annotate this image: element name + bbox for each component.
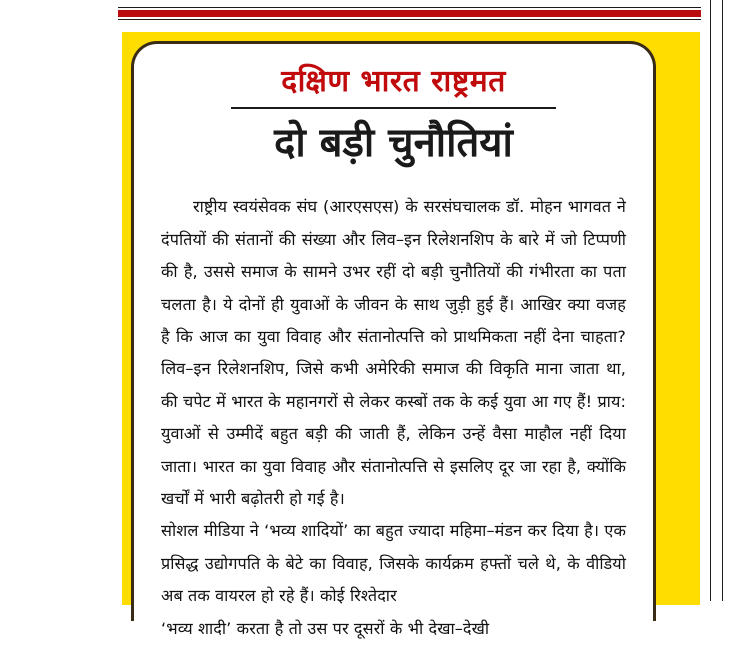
article-body (161, 191, 626, 638)
article-headline: दो बड़ी चुनौतियां (274, 119, 513, 166)
article-body-clipped-line: ‘भव्य शादी’ करता है तो उस पर दूसरों के भी देखा–देखी (161, 618, 490, 638)
top-red-band (118, 10, 701, 17)
top-hairline-upper (118, 7, 701, 8)
masthead-divider (231, 107, 556, 109)
top-red-bar (118, 7, 701, 20)
top-hairline-lower (118, 19, 701, 20)
masthead-title: दक्षिण भारत राष्ट्रमत (281, 64, 506, 99)
article-body-paragraph-1: राष्ट्रीय स्वयंसेवक संघ (आरएसएस) के सरसंघचालक डॉ. मोहन भागवत ने दंपतियों की संतानों की संख्या और लिव–इन रिलेशनशिप के बारे में जो टिप्पणी की है, उससे समाज के सामने उभर रहीं दो बड़ी चुनौतियों की गंभीरता का पता चलता है। ये दोनों ही युवाओं के जीवन के साथ जुड़ी हुई हैं। आखिर क्या वजह है कि आज का युवा विवाह और संतानोत्पत्ति को प्राथमिकता नहीं देना चाहता? लिव–इन रिलेशनशिप, जिसे कभी अमेरिकी समाज की विकृति माना जाता था, की चपेट में भारत के महानगरों से लेकर कस्बों तक के कई युवा आ गए हैं! प्राय: युवाओं से उम्मीदें बहुत बड़ी की जाती हैं, लेकिन उन्हें वैसा माहौल नहीं दिया जाता। भारत का युवा विवाह और संतानोत्पत्ति से इसलिए दूर जा रहा है, क्योंकि खर्चों में भारी बढ़ोतरी हो गई है। (161, 197, 626, 508)
page-column-rule-right (722, 0, 723, 601)
editorial-box (131, 41, 656, 638)
article-body-paragraph-2: सोशल मीडिया ने ‘भव्य शादियों’ का बहुत ज्यादा महिमा–मंडन कर दिया है। एक प्रसिद्ध उद्योगपति के बेटे का विवाह, जिसके कार्यक्रम हफ्तों चले थे, के वीडियो अब तक वायरल हो रहे हैं। कोई रिश्तेदार (161, 521, 626, 606)
page-column-rule-left (710, 0, 711, 601)
